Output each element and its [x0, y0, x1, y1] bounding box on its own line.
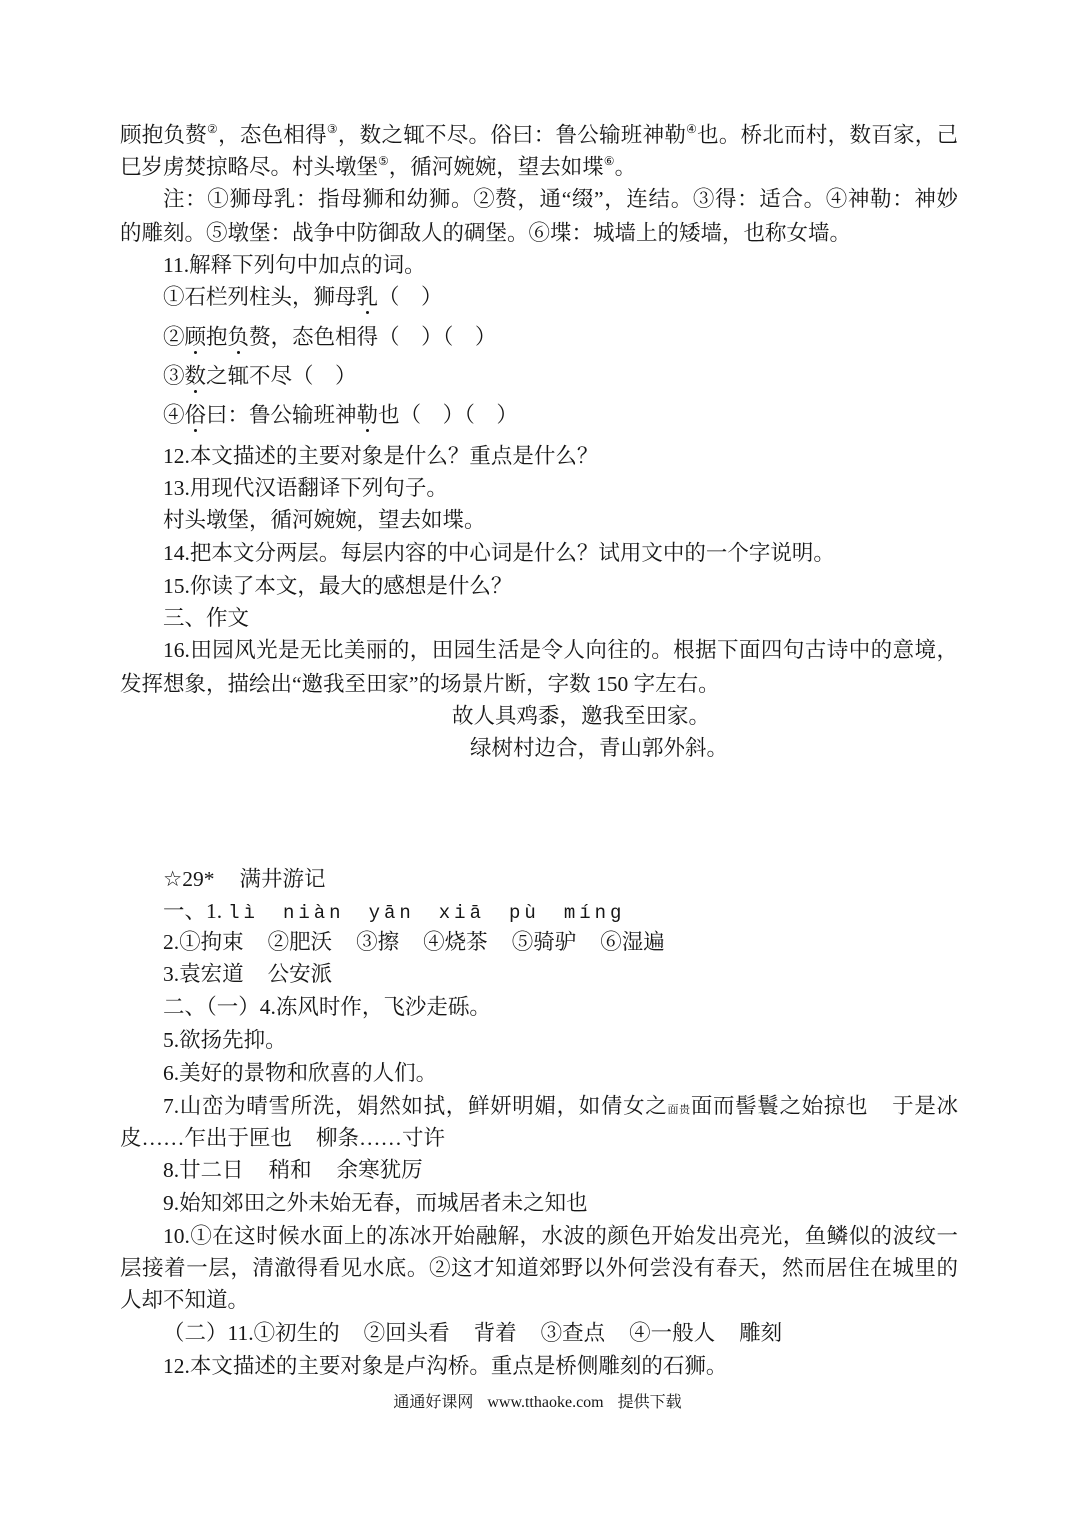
item-text: 赘，态色相得（ ）（ ） [249, 325, 497, 349]
question-14: 14.把本文分两层。每层内容的中心词是什么？试用文中的一个字说明。 [163, 541, 835, 565]
passage-text: ，数之辄不尽。俗曰：鲁公输班神勒 [337, 123, 687, 147]
answer-word: 公安派 [267, 962, 333, 986]
answer-text: 面而髻鬟之始掠也 [690, 1094, 869, 1118]
answer-2 [163, 929, 665, 955]
pinyin: míng [563, 902, 626, 924]
answer-part2-11 [163, 1320, 782, 1346]
answer-7-line-2 [120, 1125, 445, 1151]
answer-8 [163, 1157, 423, 1183]
question-16-line-2: 发挥想象，描绘出“邀我至田家”的场景片断，字数 150 字左右。 [120, 672, 720, 696]
question-11-item-1 [163, 284, 443, 310]
answer-6: 6.美好的景物和欣喜的人们。 [163, 1061, 438, 1085]
pinyin: lì [228, 902, 259, 924]
question-12: 12.本文描述的主要对象是什么？重点是什么？ [163, 444, 599, 468]
item-text: 也（ ）（ ） [378, 403, 518, 427]
split-glyph: 面贵 [667, 1104, 691, 1116]
answer-label: 一、1. [163, 899, 223, 923]
lesson-number: ☆29* [163, 867, 215, 891]
answer-word: ⑤骑驴 [511, 930, 577, 954]
passage-text: ，态色相得 [218, 123, 327, 147]
passage-text: ，循河婉婉，望去如堞 [388, 155, 604, 179]
poem-line-1: 故人具鸡黍，邀我至田家。 [452, 704, 711, 728]
notes-line-2: 的雕刻。⑤墩堡：战争中防御敌人的碉堡。⑥堞：城墙上的矮墙，也称女墙。 [120, 221, 852, 245]
answer-word: ⑥湿遍 [600, 930, 665, 954]
footnote-marker: ⑥ [603, 154, 615, 168]
answer-text: 柳条……寸许 [316, 1126, 446, 1150]
item-text: 曰：鲁公输班神 [206, 403, 357, 427]
footer-site-name: 通通好课网 [393, 1394, 474, 1411]
answer-text: 皮……乍出于匣也 [120, 1126, 293, 1150]
answer-1 [163, 898, 649, 924]
item-text: ③ [163, 364, 185, 388]
dotted-char: 乳 [356, 285, 379, 309]
dotted-char: 负 [227, 325, 250, 349]
question-11-item-2 [163, 324, 496, 350]
answer-4: 二、（一）4.冻风时作，飞沙走砾。 [163, 995, 491, 1019]
answer-5: 5.欲扬先抑。 [163, 1028, 287, 1052]
answer-word: ④一般人 [629, 1321, 716, 1345]
answer-word: 稍和 [268, 1158, 312, 1182]
item-text: ①石栏列柱头，狮母 [163, 285, 357, 309]
answer-10-line-3: 人却不知道。 [120, 1288, 250, 1312]
dotted-char: 顾 [184, 325, 207, 349]
pinyin: xiā [438, 902, 485, 924]
footer-suffix: 提供下载 [617, 1394, 682, 1411]
item-text: ② [163, 325, 185, 349]
question-11-item-4 [163, 402, 518, 428]
answer-text: 于是冰 [892, 1094, 958, 1118]
dotted-char: 俗 [184, 403, 207, 427]
answer-word: 雕刻 [739, 1321, 783, 1345]
answer-word: ②回头看 [363, 1321, 450, 1345]
answer-9: 9.始知郊田之外未始无春，而城居者未之知也 [163, 1191, 588, 1215]
answer-word: 3.袁宏道 [163, 962, 244, 986]
answer-word: 2.①拘束 [163, 930, 244, 954]
question-16-line-1: 16.田园风光是无比美丽的，田园生活是令人向往的。根据下面四句古诗中的意境， [163, 638, 958, 662]
lesson-title: 满井游记 [239, 867, 326, 891]
answer-7-line-1 [163, 1093, 958, 1119]
section-heading: 三、作文 [163, 606, 250, 630]
passage-line-2 [120, 154, 636, 180]
footnote-marker: ③ [326, 122, 338, 136]
pinyin: pù [509, 902, 540, 924]
answer-word: 余寒犹厉 [336, 1158, 423, 1182]
passage-text: 。 [614, 155, 637, 179]
item-text: ④ [163, 403, 185, 427]
lesson-heading [163, 866, 326, 892]
answer-10-line-1: 10.①在这时候水面上的冻冰开始融解，水波的颜色开始发出亮光，鱼鳞似的波纹一 [163, 1224, 958, 1248]
answer-3 [163, 961, 332, 987]
item-text: 抱 [206, 325, 228, 349]
footnote-marker: ④ [686, 122, 698, 136]
footnote-marker: ② [207, 122, 219, 136]
page-footer [0, 1392, 1075, 1414]
passage-text: 顾抱负赘 [120, 123, 208, 147]
question-15: 15.你读了本文，最大的感想是什么？ [163, 574, 513, 598]
answer-word: ③擦 [356, 930, 400, 954]
item-text: 之辄不尽（ ） [206, 364, 357, 388]
poem-line-2: 绿树村边合，青山郭外斜。 [470, 736, 729, 760]
answer-10-line-2: 层接着一层，清澈得看见水底。②这才知道郊野以外何尝没有春天，然而居住在城里的 [120, 1256, 958, 1280]
answer-part2-12: 12.本文描述的主要对象是卢沟桥。重点是桥侧雕刻的石狮。 [163, 1354, 728, 1378]
question-11-item-3 [163, 363, 357, 389]
pinyin: yān [368, 902, 415, 924]
passage-line-1 [120, 122, 958, 148]
question-13-prompt: 13.用现代汉语翻译下列句子。 [163, 476, 448, 500]
answer-word: （二）11.①初生的 [163, 1321, 340, 1345]
question-11-prompt: 11.解释下列句中加点的词。 [163, 253, 426, 277]
question-13-sentence: 村头墩堡，循河婉婉，望去如堞。 [163, 508, 486, 532]
dotted-char: 数 [184, 364, 207, 388]
answer-word: ②肥沃 [267, 930, 333, 954]
footnote-marker: ⑤ [378, 154, 389, 168]
notes-line-1: 注：①狮母乳：指母狮和幼狮。②赘，通“缀”，连结。③得：适合。④神勒：神妙 [163, 187, 958, 211]
answer-word: ④烧茶 [423, 930, 488, 954]
answer-text: 7.山峦为晴雪所洗，娟然如拭，鲜妍明媚，如倩女之 [163, 1094, 668, 1118]
answer-blank: （ ） [378, 285, 443, 309]
footer-url: www.tthaoke.com [487, 1394, 604, 1411]
passage-text: 也。桥北而村，数百家，己 [697, 123, 958, 147]
answer-word: 背着 [473, 1321, 517, 1345]
answer-word: ③查点 [540, 1321, 606, 1345]
dotted-char: 勒 [356, 403, 379, 427]
pinyin: niàn [282, 902, 345, 924]
passage-text: 巳岁虏焚掠略尽。村头墩堡 [120, 155, 379, 179]
answer-word: 8.廿二日 [163, 1158, 244, 1182]
